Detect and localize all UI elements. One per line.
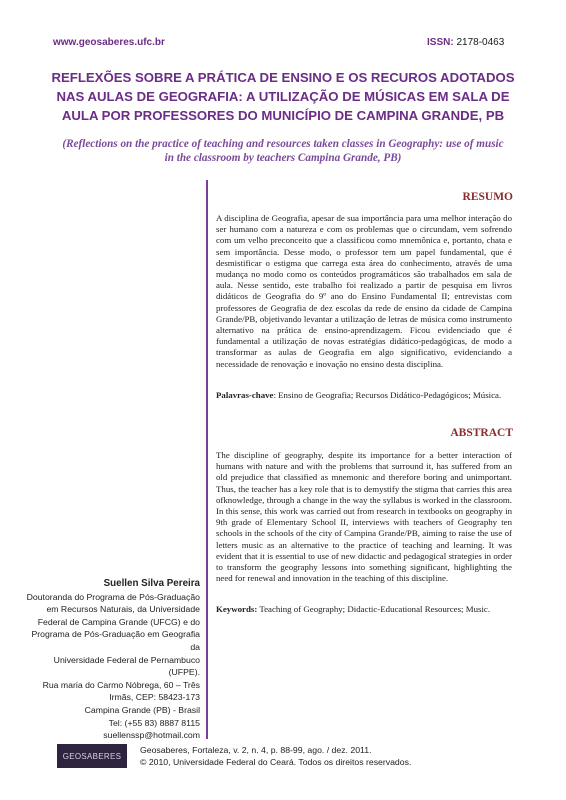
author-line: Irmãs, CEP: 58423-173 (109, 692, 200, 703)
resumo-heading: RESUMO (462, 191, 513, 203)
author-line: Tel: (+55 83) 8887 8115 (108, 717, 200, 728)
issn (427, 37, 504, 48)
footer-line-1: Geosaberes, Fortaleza, v. 2, n. 4, p. 88-99, ago. / dez. 2011. (140, 745, 372, 755)
keywords-label: Palavras-chave (216, 390, 274, 400)
english-title (50, 137, 516, 165)
abstract-heading: ABSTRACT (450, 427, 513, 439)
author-line: em Recursos Naturais, da Universidade (46, 604, 200, 615)
journal-site-url[interactable]: www.geosaberes.ufc.br (53, 37, 165, 48)
author-line: Doutoranda do Programa de Pós-Graduação (26, 591, 200, 602)
abstract-keywords (216, 604, 512, 615)
author-line: Universidade Federal de Pernambuco (UFPE). (53, 654, 200, 678)
author-info (20, 578, 200, 742)
resumo-text: A disciplina de Geografia, apesar de sua importância para uma melhor interação do ser humano com a natureza e com os problemas que o circundam, vem sofrendo com um velho preconceito que a classificou como mnemônica e, portanto, chata e sem importância. Desse modo, o professor tem um papel fundamental, que é desmistificar o estigma que carrega esta área do conhecimento, através de uma mudança no modo como os conteúdos programáticos são trabalhados em sala de aula. Nesse sentido, este trabalho foi realizado a partir de pesquisa em livros didáticos de Geografia do 9º ano do Ensino Fundamental II; entrevistas com professores de Geografia de dez escolas da rede de ensino da cidade de Campina Grande/PB, objetivando levantar a utilização de letras de música como instrumento alternativo na prática de ensino-aprendizagem. Ficou evidenciado que é fundamental a utilização de novas estratégias didático-pedagógicas, de modo a transformar as aulas de Geografia em algo significativo, evidenciando a necessidade de renovação e inovação no ensino desta disciplina. (216, 213, 512, 369)
author-line: Campina Grande (PB) - Brasil (84, 704, 200, 715)
keywords-value: : Ensino de Geografia; Recursos Didático-Pedagógicos; Música. (273, 390, 502, 400)
keywords-label: Keywords: (216, 604, 258, 614)
title-line: REFLEXÕES SOBRE A PRÁTICA DE ENSINO E OS RECUROS ADOTADOS (51, 70, 515, 85)
author-email[interactable]: suellenssp@hotmail.com (103, 730, 200, 741)
logo-text: GEOSABERES (62, 751, 122, 761)
issn-label: ISSN: (427, 37, 454, 48)
author-line: Programa de Pós-Graduação em Geografia da (31, 629, 200, 652)
column-divider (206, 180, 208, 739)
abstract-text: The discipline of geography, despite its importance for a better interaction of humans with nature and with the problems that surround it, has suffered from an old prejudice that classified as mnemonic and therefore boring and unimportant. Thus, the teacher has a key role that is to demystify the stigma that carries this area ofknowledge, through a change in the way the syllabus is worked in the classroom. In this sense, this work was carried out from research in textbooks on geography in 9th grade of Elementary School II, interviews with teachers of Geography ten schools in the schools of the city of Campina Grande/PB, aiming to raise the use of letters music as an alternative to the practice of teaching and learning. It was evident that it is essential to use of new didactic and pedagogical strategies in order to transform the geography lessons into something significant, highlighting the need for renewal and innovation in the teaching of this discipline. (216, 450, 512, 584)
issn-value: 2178-0463 (456, 37, 505, 48)
author-name: Suellen Silva Pereira (103, 578, 200, 589)
subtitle-line: in the classroom by teachers Campina Grande, PB) (164, 152, 402, 164)
footer-line-2: © 2010, Universidade Federal do Ceará. Todos os direitos reservados. (140, 757, 412, 768)
footer-citation (140, 744, 411, 769)
keywords-value: Teaching of Geography; Didactic-Educational Resources; Music. (257, 604, 491, 614)
author-line: Federal de Campina Grande (UFCG) e do (37, 616, 200, 627)
resumo-keywords (216, 390, 512, 401)
article-title (40, 68, 526, 125)
title-line: AULA POR PROFESSORES DO MUNICÍPIO DE CAMPINA GRANDE, PB (61, 108, 505, 123)
subtitle-line: (Reflections on the practice of teaching and resources taken classes in Geography: use of music (62, 138, 504, 150)
geosaberes-logo (57, 744, 127, 768)
author-line: Rua maria do Carmo Nóbrega, 60 – Três (42, 679, 200, 690)
title-line: NAS AULAS DE GEOGRAFIA: A UTILIZAÇÃO DE MÚSICAS EM SALA DE (56, 89, 510, 104)
